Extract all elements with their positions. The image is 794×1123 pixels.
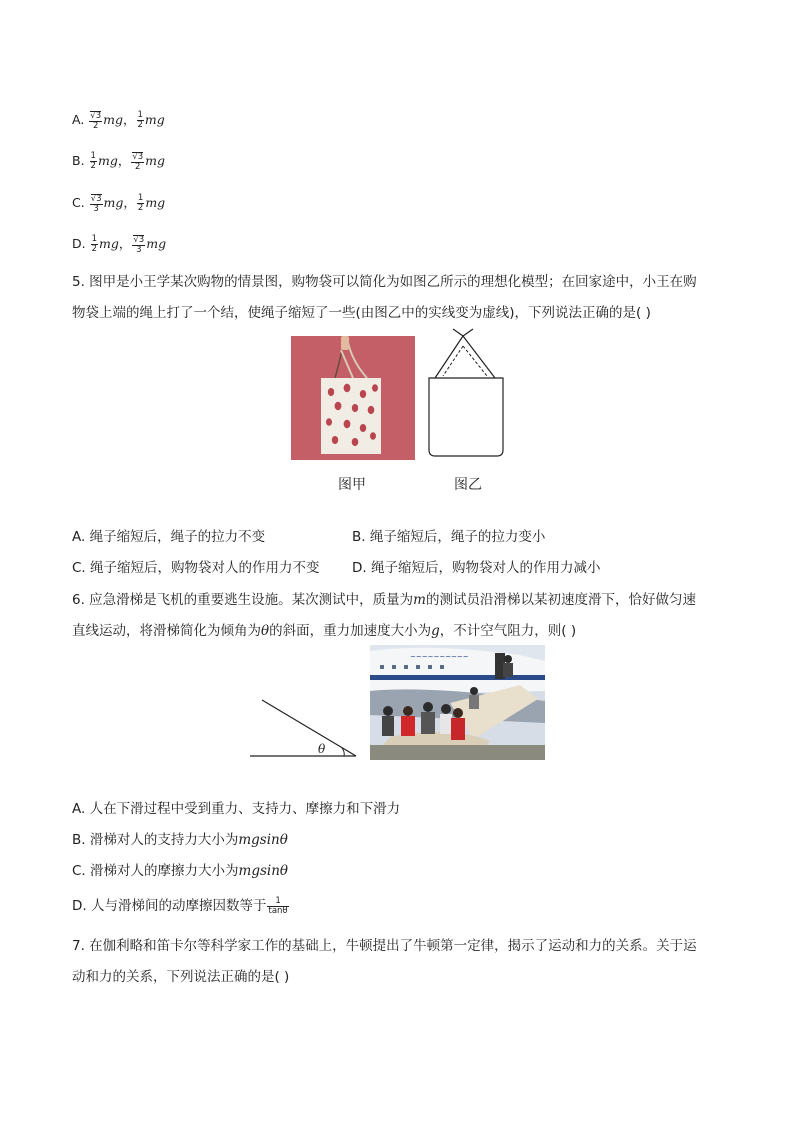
q6-stem-line2: 直线运动，将滑梯简化为倾角为θ的斜面，重力加速度大小为g，不计空气阻力，则( ) [72, 623, 577, 639]
q4-option-b: B. $\frac{1}{2}$ mg， $\frac{√3}{2}$ mg [72, 151, 166, 172]
q5-option-c: C. 绳子缩短后，购物袋对人的作用力不变 [72, 560, 320, 576]
q5-option-a: A. 绳子缩短后，绳子的拉力不变 [72, 529, 266, 545]
q6-option-d: D. 人与滑梯间的动摩擦因数等于 $\frac{1}{\tan\theta}$ [72, 895, 288, 916]
q5-photo-shopping-bag [291, 336, 415, 460]
q6-option-a: A. 人在下滑过程中受到重力、支持力、摩擦力和下滑力 [72, 801, 401, 817]
q7-stem-line1: 7. 在伽利略和笛卡尔等科学家工作的基础上，牛顿提出了牛顿第一定律，揭示了运动和力的关系。关于运 [72, 938, 697, 954]
q4-option-d: D. $\frac{1}{2}$ mg， $\frac{√3}{3}$ mg [72, 234, 167, 255]
q4-option-c: C. $\frac{√3}{3}$ mg， $\frac{1}{2}$ mg [72, 193, 166, 214]
q5-caption-a: 图甲 [338, 477, 366, 493]
q5-stem-line2: 物袋上端的绳上打了一个结，使绳子缩短了一些(由图乙中的实线变为虚线)，下列说法正确的是( ) [72, 305, 651, 321]
q6-photo-evacuation-slide [370, 645, 545, 760]
q7-stem-line2: 动和力的关系，下列说法正确的是( ) [72, 969, 290, 985]
q6-theta-label: θ [318, 742, 326, 756]
q4-option-a: A. $\frac{√3}{2}$ mg， $\frac{1}{2}$ mg [72, 110, 165, 131]
q6-stem-line1: 6. 应急滑梯是飞机的重要逃生设施。某次测试中，质量为m的测试员沿滑梯以某初速度滑下，恰好做匀速 [72, 592, 696, 608]
q5-stem-line1: 5. 图甲是小王学某次购物的情景图，购物袋可以简化为如图乙所示的理想化模型；在回家途中，小王在购 [72, 274, 697, 290]
q5-caption-b: 图乙 [454, 477, 482, 493]
q6-option-c: C. 滑梯对人的摩擦力大小为mgsinθ [72, 863, 289, 879]
q6-option-b: B. 滑梯对人的支持力大小为mgsinθ [72, 832, 288, 848]
q5-option-b: B. 绳子缩短后，绳子的拉力变小 [352, 529, 546, 545]
q6-incline-diagram [246, 696, 362, 760]
svg-text:~~~~~~~~~~: ~~~~~~~~~~ [410, 653, 469, 661]
q5-option-d: D. 绳子缩短后，购物袋对人的作用力减小 [352, 560, 601, 576]
q5-diagram-bag-model [425, 326, 509, 460]
